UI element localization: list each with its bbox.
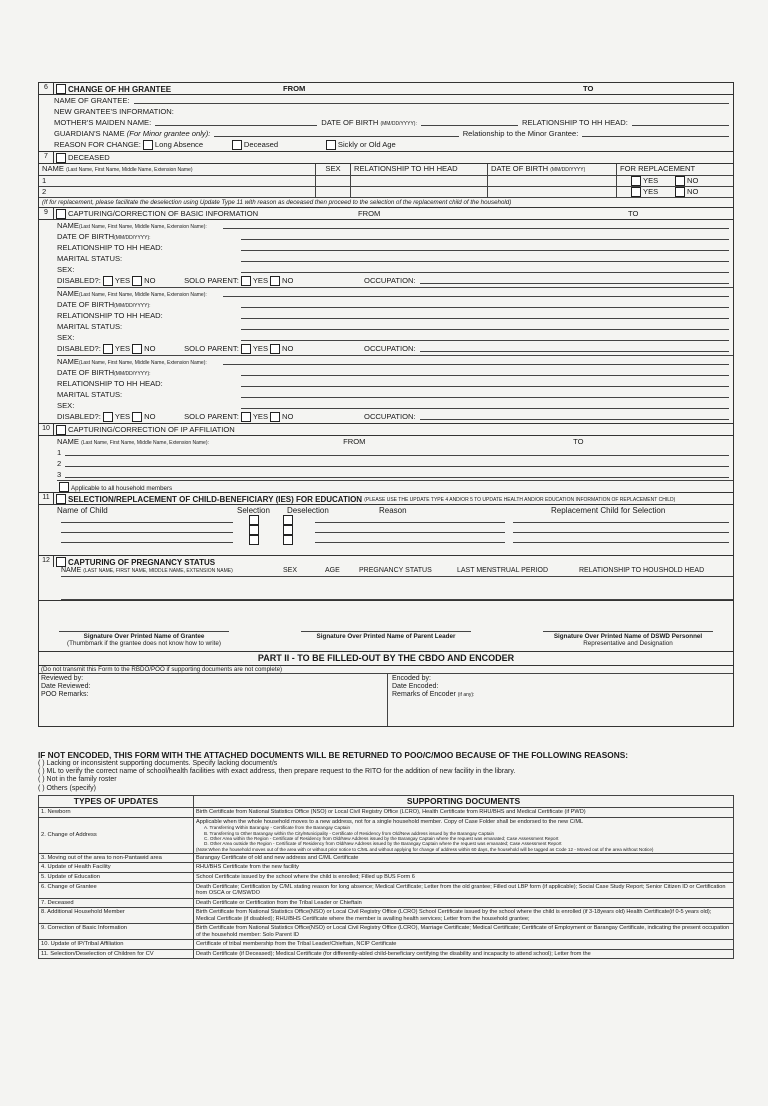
section-title: SELECTION/REPLACEMENT OF CHILD-BENEFICIARY (IES) FOR EDUCATION bbox=[68, 494, 363, 504]
grantee-name-field[interactable] bbox=[134, 95, 729, 104]
dob-field[interactable] bbox=[241, 299, 729, 308]
docs-row bbox=[39, 873, 734, 883]
dob-col-label: DATE OF BIRTH bbox=[491, 164, 549, 173]
name-format: (Last Name, First Name, Middle Name, Extension Name): bbox=[81, 440, 209, 447]
row-1: 1 bbox=[57, 448, 62, 458]
supporting-document bbox=[194, 853, 734, 863]
selection-cell bbox=[237, 525, 271, 535]
pregnancy-name-format: (LAST NAME, FIRST NAME, MIDDLE NAME, EXTENSION NAME) bbox=[83, 567, 233, 574]
remarks-encoder bbox=[392, 691, 729, 699]
dob-format: (MM/DD/YYYY): bbox=[114, 235, 151, 242]
occupation-field[interactable] bbox=[420, 411, 729, 420]
supporting-document bbox=[194, 818, 734, 854]
disabled-yes-checkbox[interactable] bbox=[103, 412, 113, 422]
no-label: NO bbox=[282, 412, 294, 422]
row-2: 2 bbox=[39, 187, 316, 197]
leader-signature[interactable] bbox=[301, 631, 471, 647]
disabled-label: DISABLED?: bbox=[57, 412, 101, 422]
section-pregnancy bbox=[38, 555, 734, 601]
person-block bbox=[57, 287, 733, 355]
if-any-note: (if any): bbox=[457, 691, 475, 698]
child-row bbox=[57, 535, 733, 545]
rel-field[interactable] bbox=[241, 310, 729, 319]
no-label: NO bbox=[144, 344, 156, 354]
person-block bbox=[57, 355, 733, 423]
section-6-checkbox[interactable] bbox=[56, 84, 66, 94]
dob-col-format: (MM/DD/YYYY) bbox=[550, 167, 586, 173]
row-3: 3 bbox=[57, 470, 62, 480]
sex-field[interactable] bbox=[241, 264, 729, 273]
replacement-field[interactable] bbox=[513, 524, 729, 533]
section-11-checkbox[interactable] bbox=[56, 494, 66, 504]
yes-label: YES bbox=[114, 412, 131, 422]
deceased-label: Deceased bbox=[243, 140, 279, 150]
poo-remarks-label: POO Remarks: bbox=[41, 690, 89, 698]
part-2-title: PART II - TO BE FILLED-OUT BY THE CBDO AND ENCODER bbox=[39, 651, 733, 665]
section-9-checkbox[interactable] bbox=[56, 209, 66, 219]
part-2-note: (Do not transmit this Form to the RBDO/POO if supporting documents are not complete) bbox=[39, 666, 733, 674]
update-type: 1. Newborn bbox=[39, 808, 194, 818]
section-title: CAPTURING/CORRECTION OF IP AFFILIATION bbox=[68, 425, 235, 435]
section-number: 9 bbox=[39, 208, 54, 219]
pregnancy-status-col: PREGNANCY STATUS bbox=[359, 566, 432, 574]
disabled-no-checkbox[interactable] bbox=[132, 276, 142, 286]
deselection-checkbox[interactable] bbox=[283, 525, 293, 535]
date-reviewed-label: Date Reviewed: bbox=[41, 682, 91, 690]
update-type: 3. Moving out of the area to non-Pantawid area bbox=[39, 853, 194, 863]
section-10-checkbox[interactable] bbox=[56, 425, 66, 435]
docs-row bbox=[39, 898, 734, 908]
sex-field[interactable] bbox=[241, 332, 729, 341]
dob-field[interactable] bbox=[241, 231, 729, 240]
dob-col bbox=[488, 164, 617, 175]
child-name-field[interactable] bbox=[61, 534, 233, 543]
supporting-text: Birth Certificate from National Statistics Office (NSO) or Local Civil Registry Office (LCRO), Health Certificate from RHU/BHS and Medical Certificate (if PWD) bbox=[196, 809, 586, 816]
deselection-cell bbox=[271, 525, 305, 535]
name-label: NAME bbox=[57, 289, 79, 299]
sex-label: SEX: bbox=[57, 401, 75, 411]
supporting-text: Death Certificate (if Deceased); Medical Certificate (for differently-abled child-beneficiary certifying the disability and incapacity to attend school); Letter from the bbox=[196, 950, 591, 957]
row-2: 2 bbox=[57, 459, 62, 469]
update-type: 9. Correction of Basic Information bbox=[39, 924, 194, 940]
address-subitem: B. Transferring to Other Barangay within the City/Municipality - Certificate of Residency from Old/New address issued by the Barangay Captain bbox=[204, 830, 495, 836]
supporting-text: Certificate of tribal membership from the Tribal Leader/Chieftain, NCIP Certificate bbox=[196, 940, 397, 947]
disabled-yes-checkbox[interactable] bbox=[103, 276, 113, 286]
rel-col: RELATIONSHIP TO HH HEAD bbox=[351, 164, 488, 175]
rel-label: RELATIONSHIP TO HH HEAD: bbox=[522, 118, 628, 128]
person-block bbox=[57, 220, 733, 287]
occupation-field[interactable] bbox=[420, 343, 729, 352]
address-subitem: D. Other Area outside the Region - Certificate of Residency from Old/New Address issued by the Barangay Captain where the request was emanated; Case Assessment Report bbox=[204, 841, 562, 847]
update-type: 8. Additional Household Member bbox=[39, 908, 194, 924]
reason-label: REASON FOR CHANGE: bbox=[54, 140, 141, 150]
docs-row bbox=[39, 818, 734, 854]
disabled-label: DISABLED?: bbox=[57, 344, 101, 354]
deselection-checkbox[interactable] bbox=[283, 535, 293, 545]
dob-format: (MM/DD/YYYY): bbox=[114, 303, 151, 310]
long-absence-checkbox[interactable] bbox=[143, 140, 153, 150]
name-label: NAME bbox=[57, 357, 79, 367]
sex-label: SEX: bbox=[57, 265, 75, 275]
rel-minor-label: Relationship to the Minor Grantee: bbox=[462, 129, 579, 139]
name-field[interactable] bbox=[223, 288, 729, 297]
sickly-checkbox[interactable] bbox=[326, 140, 336, 150]
pregnancy-name-col bbox=[61, 567, 283, 575]
yes-label: YES bbox=[252, 344, 269, 354]
marital-field[interactable] bbox=[241, 389, 729, 398]
ip-field-1[interactable] bbox=[65, 447, 729, 456]
dob-row-label bbox=[57, 301, 237, 310]
replacement-field[interactable] bbox=[513, 534, 729, 543]
section-7-checkbox[interactable] bbox=[56, 153, 66, 163]
dob-format: (MM/DD/YYYY): bbox=[114, 371, 151, 378]
update-type: 10. Update of IP/Tribal Affiliation bbox=[39, 939, 194, 949]
reason-field[interactable] bbox=[315, 514, 505, 523]
deselection-cell bbox=[271, 515, 305, 525]
supporting-text: Birth Certificate from National Statistics Office(NSO) or Local Civil Registry Office (LCRO), Marriage Certificate; Medical Certificate; Certificate of Employment or Barangay Certificate, indicating the present occupation of the household member: Solo Parent ID bbox=[196, 925, 730, 938]
no-label: NO bbox=[282, 344, 294, 354]
name-format: (Last Name, First Name, Middle Name, Extension Name): bbox=[78, 224, 207, 231]
name-format: (Last Name, First Name, Middle Name, Extension Name): bbox=[78, 292, 207, 299]
docs-header: SUPPORTING DOCUMENTS bbox=[194, 795, 734, 808]
reason-field[interactable] bbox=[315, 534, 505, 543]
selection-cell bbox=[237, 535, 271, 545]
to-label: TO bbox=[628, 209, 639, 219]
solo-no-checkbox[interactable] bbox=[270, 344, 280, 354]
occupation-field[interactable] bbox=[420, 275, 729, 284]
yes-label: YES bbox=[643, 186, 659, 196]
docs-row bbox=[39, 863, 734, 873]
occupation-label: OCCUPATION: bbox=[364, 412, 416, 422]
docs-row bbox=[39, 882, 734, 898]
encoded-by-label: Encoded by: bbox=[392, 674, 431, 682]
dob-label: DATE OF BIRTH bbox=[57, 368, 115, 378]
dob-label: DATE OF BIRTH bbox=[57, 232, 115, 242]
section-child-beneficiary bbox=[38, 492, 734, 555]
supporting-document bbox=[194, 908, 734, 924]
docs-row bbox=[39, 853, 734, 863]
dob-label: DATE OF BIRTH bbox=[321, 118, 379, 128]
row-1: 1 bbox=[39, 176, 316, 186]
selection-checkbox[interactable] bbox=[249, 515, 259, 525]
selection-checkbox[interactable] bbox=[249, 535, 259, 545]
grantee-sig-label: Signature Over Printed Name of Grantee bbox=[83, 632, 205, 640]
applicable-label: Applicable to all household members bbox=[71, 484, 173, 492]
mother-maiden-label: MOTHER'S MAIDEN NAME: bbox=[54, 118, 152, 128]
no-label: NO bbox=[144, 412, 156, 422]
update-type: 5. Update of Education bbox=[39, 873, 194, 883]
age-col: AGE bbox=[325, 566, 340, 574]
docs-row bbox=[39, 808, 734, 818]
replacement-col: FOR REPLACEMENT bbox=[620, 164, 696, 173]
supporting-text: Barangay Certificate of old and new address and C/ML Certificate bbox=[196, 854, 359, 861]
solo-yes-checkbox[interactable] bbox=[241, 412, 251, 422]
address-subitem: (Note:When the household moves out of the area with or without prior notice to C/ML and without applying for change of address within 60 days, the household will be tagged as Code 12 - Moved out of the area without Notice) bbox=[196, 846, 654, 852]
from-label: FROM bbox=[358, 209, 381, 219]
reason-item[interactable]: ( ) Lacking or inconsistent supporting documents. Specify lacking document/s bbox=[38, 760, 278, 768]
rel-label: RELATIONSHIP TO HH HEAD: bbox=[57, 311, 163, 321]
supporting-document bbox=[194, 873, 734, 883]
child-name-field[interactable] bbox=[61, 514, 233, 523]
marital-field[interactable] bbox=[241, 321, 729, 330]
docs-row bbox=[39, 949, 734, 959]
selection-col: Selection bbox=[237, 505, 270, 515]
deceased-checkbox[interactable] bbox=[232, 140, 242, 150]
sex-field[interactable] bbox=[241, 400, 729, 409]
replacement-field[interactable] bbox=[513, 514, 729, 523]
section-title: CAPTURING OF PREGNANCY STATUS bbox=[68, 557, 216, 567]
update-type: 6. Change of Grantee bbox=[39, 882, 194, 898]
dob-format: (MM/DD/YYYY): bbox=[380, 121, 417, 128]
no-label: NO bbox=[282, 276, 294, 286]
name-label: NAME bbox=[57, 437, 79, 447]
section-note: (PLEASE USE THE UPDATE TYPE 4 AND/OR 5 TO UPDATE HEALTH AND/OR EDUCATION INFORMATION OF REPLACEMENT CHILD) bbox=[364, 497, 676, 504]
section-title: CHANGE OF HH GRANTEE bbox=[68, 84, 172, 94]
section-number: 7 bbox=[39, 152, 54, 163]
section-12-checkbox[interactable] bbox=[56, 557, 66, 567]
supporting-document bbox=[194, 898, 734, 908]
section-number: 11 bbox=[39, 493, 54, 504]
update-type: 7. Deceased bbox=[39, 898, 194, 908]
supporting-document bbox=[194, 863, 734, 873]
guardian-label: GUARDIAN'S NAME bbox=[54, 129, 125, 139]
reason-item[interactable]: ( ) Not in the family roster bbox=[38, 776, 117, 784]
section-number: 12 bbox=[39, 556, 54, 567]
ip-field-2[interactable] bbox=[65, 458, 729, 467]
rep-label: Representative and Designation bbox=[583, 640, 673, 648]
dob-label: DATE OF BIRTH bbox=[57, 300, 115, 310]
reviewed-by-label: Reviewed by: bbox=[41, 674, 84, 682]
supporting-document bbox=[194, 924, 734, 940]
section-ip-affiliation bbox=[38, 423, 734, 492]
name-field[interactable] bbox=[223, 356, 729, 365]
reason-field[interactable] bbox=[315, 524, 505, 533]
yes-label: YES bbox=[252, 276, 269, 286]
dswd-signature[interactable] bbox=[543, 631, 713, 647]
replacement-note: (If for replacement, please facilitate the deselection using Update Type 11 with reason as deceased then proceed to the selection of the replacement child of the household) bbox=[39, 198, 733, 208]
return-reasons bbox=[38, 749, 734, 795]
rel-label: RELATIONSHIP TO HH HEAD: bbox=[57, 379, 163, 389]
marital-label: MARITAL STATUS: bbox=[57, 254, 123, 264]
docs-row bbox=[39, 924, 734, 940]
address-subitem: C. Other Area within the Region - Certificate of Residency from Old/New Address issued by the Barangay Captain where the request was emanated; Case Assessment Report bbox=[204, 835, 559, 841]
dob-row-label bbox=[57, 233, 237, 242]
long-absence-label: Long Absence bbox=[154, 140, 204, 150]
address-subitem: A. Transferring Within Barangay - Certificate from the Barangay Captain bbox=[204, 825, 351, 831]
name-field[interactable] bbox=[223, 220, 729, 229]
yes-label: YES bbox=[114, 276, 131, 286]
to-label: TO bbox=[583, 84, 594, 94]
supporting-text: Death Certificate or Certification from the Tribal Leader or Chieftain bbox=[196, 899, 362, 906]
reasons-title: IF NOT ENCODED, THIS FORM WITH THE ATTACHED DOCUMENTS WILL BE RETURNED TO POO/C/MOO BECAUSE OF THE FOLLOWING REASONS: bbox=[38, 749, 628, 760]
yes-label: YES bbox=[252, 412, 269, 422]
replacement-no-1[interactable] bbox=[675, 176, 685, 186]
dob-row-label bbox=[57, 369, 237, 378]
rel-field[interactable] bbox=[241, 378, 729, 387]
solo-parent-label: SOLO PARENT: bbox=[184, 412, 239, 422]
types-header: TYPES OF UPDATES bbox=[39, 795, 194, 808]
from-label: FROM bbox=[343, 437, 366, 447]
solo-parent-label: SOLO PARENT: bbox=[184, 276, 239, 286]
name-of-child-col: Name of Child bbox=[57, 505, 108, 515]
supporting-document bbox=[194, 808, 734, 818]
thumb-note: (Thumbmark if the grantee does not know how to write) bbox=[67, 640, 221, 648]
occupation-label: OCCUPATION: bbox=[364, 344, 416, 354]
rel-label: RELATIONSHIP TO HH HEAD: bbox=[57, 243, 163, 253]
rel-minor-field[interactable] bbox=[582, 128, 729, 137]
solo-no-checkbox[interactable] bbox=[270, 276, 280, 286]
supporting-text: Birth Certificate from National Statistics Office(NSO) or Local Civil Registry Office (LCRO) School Certificate issued by the school where the child is enrolled (if 3-18years old) Health Certificate(if 0-5 years old); Medical Certificate (if disabled); RHU/BHS Certificate where the member is availing health services; Letter from the household grantee; bbox=[196, 909, 712, 922]
supporting-text: Applicable when the whole household moves to a new address, not for a single household member. Copy of Case Folder shall be endorsed to the new C/ML bbox=[196, 819, 584, 825]
marital-field[interactable] bbox=[241, 253, 729, 262]
reason-item[interactable]: ( ) Others (specify) bbox=[38, 784, 96, 792]
dswd-sig-label: Signature Over Printed Name of DSWD Personnel bbox=[553, 632, 703, 640]
supporting-docs-table bbox=[38, 795, 734, 960]
name-label: NAME bbox=[57, 221, 79, 231]
guardian-note: (For Minor grantee only): bbox=[126, 129, 211, 139]
replacement-yes-1[interactable] bbox=[631, 176, 641, 186]
lmp-col: LAST MENSTRUAL PERIOD bbox=[457, 566, 549, 574]
occupation-label: OCCUPATION: bbox=[364, 276, 416, 286]
deselection-checkbox[interactable] bbox=[283, 515, 293, 525]
supporting-text: School Certificate issued by the school where the child is enrolled; Filled up BUS Form 6 bbox=[196, 874, 415, 881]
ip-field-3[interactable] bbox=[65, 469, 729, 478]
selection-checkbox[interactable] bbox=[249, 525, 259, 535]
supporting-document bbox=[194, 882, 734, 898]
leader-sig-label: Signature Over Printed Name of Parent Leader bbox=[316, 632, 456, 640]
disabled-yes-checkbox[interactable] bbox=[103, 344, 113, 354]
deselection-cell bbox=[271, 535, 305, 545]
name-format: (Last Name, First Name, Middle Name, Extension Name): bbox=[78, 360, 207, 367]
update-type: 4. Update of Health Facility bbox=[39, 863, 194, 873]
yes-label: YES bbox=[643, 175, 659, 185]
sickly-label: Sickly or Old Age bbox=[337, 140, 396, 150]
no-label: NO bbox=[687, 175, 699, 185]
selection-cell bbox=[237, 515, 271, 525]
no-label: NO bbox=[687, 186, 699, 196]
disabled-no-checkbox[interactable] bbox=[132, 412, 142, 422]
section-title: CAPTURING/CORRECTION OF BASIC INFORMATION bbox=[68, 209, 259, 219]
deselection-col: Deselection bbox=[287, 505, 329, 515]
relationship-col: RELATIONSHIP TO HOUSHOLD HEAD bbox=[579, 566, 705, 574]
mother-maiden-field[interactable] bbox=[155, 117, 317, 126]
grantee-signature[interactable] bbox=[59, 631, 229, 647]
rel-field[interactable] bbox=[241, 242, 729, 251]
grantee-name-label: NAME OF GRANTEE: bbox=[54, 96, 130, 106]
date-encoded-label: Date Encoded: bbox=[392, 682, 439, 690]
name-col: NAME bbox=[42, 164, 64, 173]
supporting-text: Death Certificate; Certification by C/ML stating reason for long absence; Medical Certificate; Letter from the old grantee; Filled out LBP form (if applicable); Social Case Study Report; Senior Citizen ID or Certification from OSCA or C/MSWDO bbox=[196, 883, 726, 897]
replacement-child-col: Replacement Child for Selection bbox=[551, 505, 666, 515]
guardian-field[interactable] bbox=[214, 128, 458, 137]
sex-col: SEX bbox=[283, 566, 298, 574]
supporting-document bbox=[194, 939, 734, 949]
solo-yes-checkbox[interactable] bbox=[241, 276, 251, 286]
docs-row bbox=[39, 939, 734, 949]
remarks-encoder-label: Remarks of Encoder bbox=[392, 690, 456, 698]
reason-col: Reason bbox=[379, 505, 407, 515]
yes-label: YES bbox=[114, 344, 131, 354]
section-number: 10 bbox=[39, 424, 54, 435]
signature-area bbox=[38, 601, 734, 651]
replacement-yes-2[interactable] bbox=[631, 187, 641, 197]
new-grantee-info-label: NEW GRANTEE'S INFORMATION: bbox=[54, 107, 174, 117]
sex-label: SEX: bbox=[57, 333, 75, 343]
applicable-checkbox[interactable] bbox=[59, 482, 69, 492]
name-format: (Last Name, First Name, Middle Name, Extension Name) bbox=[66, 167, 193, 173]
section-title: DECEASED bbox=[68, 153, 110, 163]
section-deceased bbox=[38, 151, 734, 208]
pregnancy-name-label: NAME bbox=[61, 566, 82, 574]
disabled-no-checkbox[interactable] bbox=[132, 344, 142, 354]
section-number: 6 bbox=[39, 83, 54, 94]
update-type: 2. Change of Address bbox=[39, 818, 194, 854]
child-name-field[interactable] bbox=[61, 524, 233, 533]
solo-parent-label: SOLO PARENT: bbox=[184, 344, 239, 354]
solo-no-checkbox[interactable] bbox=[270, 412, 280, 422]
supporting-text: RHU/BHS Certificate from the new facility bbox=[196, 864, 299, 871]
marital-label: MARITAL STATUS: bbox=[57, 390, 123, 400]
sex-col: SEX bbox=[316, 164, 351, 175]
docs-row bbox=[39, 908, 734, 924]
pregnancy-entry-area[interactable] bbox=[61, 576, 733, 600]
dob-field[interactable] bbox=[241, 367, 729, 376]
disabled-label: DISABLED?: bbox=[57, 276, 101, 286]
reason-item[interactable]: ( ) ML to verify the correct name of school/health facilities with exact address, then prepare request to the RITO for the addition of new facility in the library. bbox=[38, 768, 516, 776]
dob-field[interactable] bbox=[421, 117, 518, 126]
no-label: NO bbox=[144, 276, 156, 286]
marital-label: MARITAL STATUS: bbox=[57, 322, 123, 332]
rel-field[interactable] bbox=[632, 117, 729, 126]
form-page bbox=[38, 82, 734, 959]
supporting-document bbox=[194, 949, 734, 959]
solo-yes-checkbox[interactable] bbox=[241, 344, 251, 354]
update-type: 11. Selection/Deselection of Children for CV bbox=[39, 949, 194, 959]
replacement-no-2[interactable] bbox=[675, 187, 685, 197]
section-change-of-grantee bbox=[38, 82, 734, 151]
from-label: FROM bbox=[283, 84, 306, 94]
section-basic-info bbox=[38, 208, 734, 423]
to-label: TO bbox=[573, 437, 584, 447]
